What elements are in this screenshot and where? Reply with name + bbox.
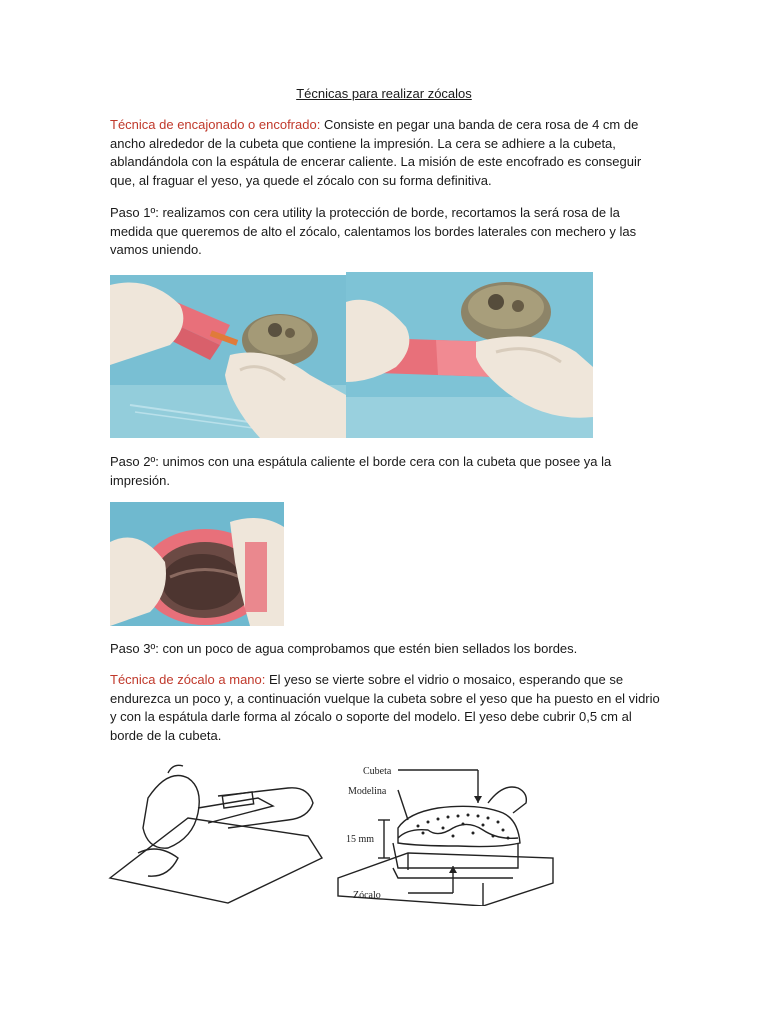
photo-step2-sealing	[110, 502, 284, 626]
label-modelina: Modelina	[348, 786, 387, 797]
label-zocalo: Zócalo	[353, 890, 381, 901]
label-cubeta: Cubeta	[363, 766, 392, 777]
section-mano-text: El yeso se vierte sobre el vidrio o mosaico, esperando que se endurezca un poco y, a continuación vuelque la cubeta sobre el yeso que ha puesto en el vidrio y con la espátula darle forma al zócalo o soporte del modelo. El yeso debe cubrir 0,5 cm al borde de la cubeta.	[110, 672, 660, 743]
section-encofrado-heading: Técnica de encajonado o encofrado:	[110, 117, 321, 132]
step-3-text: Paso 3º: con un poco de agua comprobamos que estén bien sellados los bordes.	[110, 641, 578, 656]
diagram-illustration	[108, 758, 560, 906]
step-1-text: Paso 1º: realizamos con cera utility la protección de borde, recortamos la será rosa de la medida que queremos de alto el zócalo, calentamos los bordes laterales con mechero y las vamos uniendo.	[110, 205, 637, 258]
section-mano	[110, 671, 660, 745]
step-2-text: Paso 2º: unimos con una espátula caliente el borde cera con la cubeta que posee ya la impresión.	[110, 454, 612, 488]
section-mano-heading: Técnica de zócalo a mano:	[110, 672, 266, 687]
photo-step1-wax-strip	[110, 275, 346, 438]
page-title: Técnicas para realizar zócalos	[296, 86, 472, 101]
photo-step1-joining-wax	[346, 272, 593, 438]
section-encofrado-text: Consiste en pegar una banda de cera rosa de 4 cm de ancho alrededor de la cubeta que contiene la impresión. La cera se adhiere a la cubeta, ablandándola con la espátula de encerar caliente. La misión de este encofrado es conseguir que, al fraguar el yeso, ya quede el zócalo con su forma definitiva.	[110, 117, 642, 188]
label-15mm: 15 mm	[346, 834, 375, 845]
diagram-zocalo-a-mano	[108, 758, 560, 906]
section-encofrado	[110, 116, 660, 190]
